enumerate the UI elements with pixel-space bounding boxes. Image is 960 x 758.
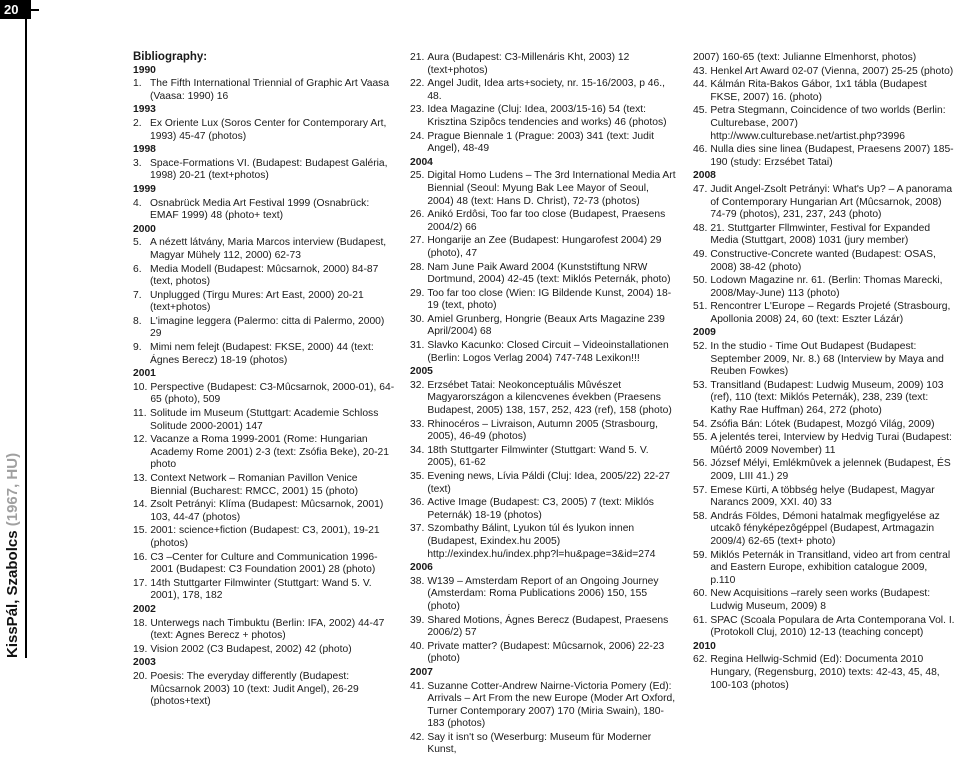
bib-entry <box>410 681 678 731</box>
entry-number: 54. <box>693 418 708 430</box>
entry-text: Constructive-Concrete wanted (Budapest: OSAS, 2008) 38-42 (photo) <box>710 248 936 273</box>
entry-number: 47. <box>693 183 708 195</box>
entry-text: Aura (Budapest: C3-Millenáris Kht, 2003) 12 (text+photos) <box>427 52 630 76</box>
entry-text: Amiel Grunberg, Hongrie (Beaux Arts Magazine 239 April/2004) 68 <box>427 313 665 338</box>
entry-text: Zsolt Petrányi: Klíma (Budapest: Mûcsarnok, 2001) 103, 44-47 (photos) <box>150 499 384 523</box>
year-heading: 2008 <box>693 170 716 182</box>
bib-entry <box>133 118 395 143</box>
entry-text: Zsófia Bán: Lótek (Budapest, Mozgó Világ, 2009) <box>710 418 935 430</box>
year-heading: 1999 <box>133 183 156 195</box>
entry-text: Kálmán Rita-Bakos Gábor, 1x1 tábla (Budapest FKSE, 2007) 16. (photo) <box>710 79 927 103</box>
artist-name-vertical <box>4 453 21 658</box>
entry-number: 40. <box>410 640 425 652</box>
bib-entry <box>410 497 678 522</box>
bib-entry <box>133 382 395 407</box>
entry-text: Active Image (Budapest: C3, 2005) 7 (text: Miklós Peternák) 18-19 (photos) <box>427 497 654 521</box>
entry-number: 5. <box>133 237 142 249</box>
entry-text: Say it isn't so (Weserburg: Museum für Moderner Kunst, <box>427 731 652 756</box>
bib-entry <box>133 408 395 433</box>
bib-entry <box>693 419 955 432</box>
bib-entry <box>693 249 955 274</box>
bib-entry <box>133 316 395 341</box>
entry-number: 39. <box>410 614 425 626</box>
bib-entry <box>410 523 678 561</box>
bib-entry <box>410 209 678 234</box>
entry-text: Miklós Peternák in Transitland, video art from central and Eastern Europe, exhibition catalogue 2009, p.110 <box>710 549 951 586</box>
entry-text: Context Network – Romanian Pavillon Venice Biennial (Bucharest: RMCC, 2001) 15 (photo) <box>150 473 359 497</box>
entry-number: 15. <box>133 525 148 537</box>
entry-number: 36. <box>410 497 425 509</box>
bib-entry <box>133 158 395 183</box>
bib-entry <box>693 654 955 692</box>
bib-entry <box>693 66 955 79</box>
entry-text: Rhinocéros – Livraison, Autumn 2005 (Strasbourg, 2005), 46-49 (photos) <box>427 418 658 443</box>
bib-entry <box>693 301 955 326</box>
bib-entry <box>133 434 395 472</box>
bib-entry <box>693 588 955 613</box>
entry-text: The Fifth International Triennial of Graphic Art Vaasa (Vaasa: 1990) 16 <box>150 78 390 102</box>
entry-number: 49. <box>693 248 708 260</box>
entry-number: 29. <box>410 287 425 299</box>
entry-text: Szombathy Bálint, Lyukon túl és lyukon innen (Budapest, Exindex.hu 2005) http://exindex.hu/index.php?l=hu&page=3&id=274 <box>427 523 656 560</box>
entry-text: András Földes, Démoni hatalmak megfigyelése az utcakô fényképezôgéppel (Budapest, Artmagazin 2009/4) 62-65 (text+ photo) <box>710 510 940 547</box>
entry-number: 30. <box>410 313 425 325</box>
entry-number: 8. <box>133 315 142 327</box>
entry-number: 6. <box>133 263 142 275</box>
bib-entry <box>133 644 395 657</box>
entry-text: Nam June Paik Award 2004 (Kunststiftung NRW Dortmund, 2004) 42-45 (text: Miklós Peternák, photo) <box>427 261 671 286</box>
entry-number: 59. <box>693 549 708 561</box>
entry-text: 2001: science+fiction (Budapest: C3, 2001), 19-21 (photos) <box>150 525 380 549</box>
entry-number: 14. <box>133 499 148 511</box>
entry-number: 24. <box>410 130 425 142</box>
entry-number: 26. <box>410 209 425 221</box>
bib-entry <box>133 671 395 709</box>
bib-entry <box>410 78 678 103</box>
entry-number: 31. <box>410 340 425 352</box>
artist-meta: (1967, HU) <box>4 452 21 531</box>
bib-entry <box>410 615 678 640</box>
entry-number: 55. <box>693 432 708 444</box>
entry-text: Mimi nem felejt (Budapest: FKSE, 2000) 44 (text: Ágnes Berecz) 18-19 (photos) <box>150 342 374 366</box>
bib-entry <box>693 511 955 549</box>
year-heading: 2001 <box>133 368 156 380</box>
entry-number: 9. <box>133 342 142 354</box>
entry-text: Judit Angel-Zsolt Petrányi: What's Up? – A panorama of Contemporary Hungarian Art (Mûcsarnok, 2008) 74-79 (photos), 231, 237, 243 (photo) <box>710 183 953 221</box>
entry-number: 3. <box>133 157 142 169</box>
entry-number: 41. <box>410 680 425 692</box>
entry-number: 20. <box>133 670 148 682</box>
entry-number: 17. <box>133 577 148 589</box>
entry-text: Regina Hellwig-Schmid (Ed): Documenta 2010 Hungary, (Regensburg, 2010) texts: 42-43, 45, 48, 100-103 (photos) <box>710 654 940 691</box>
bib-entry <box>693 550 955 588</box>
entry-text: Media Modell (Budapest: Mûcsarnok, 2000) 84-87 (text, photos) <box>150 263 379 288</box>
entry-text: 14th Stuttgarter Filmwinter (Stuttgart: Wand 5. V. 2001), 178, 182 <box>150 577 372 602</box>
bib-entry <box>410 235 678 260</box>
entry-text: 18th Stuttgarter Filmwinter (Stuttgart: Wand 5. V. 2005), 61-62 <box>427 444 649 469</box>
entry-number: 38. <box>410 575 425 587</box>
bib-entry <box>410 288 678 313</box>
bib-entry <box>410 52 678 77</box>
entry-text: Shared Motions, Ágnes Berecz (Budapest, Praesens 2006/2) 57 <box>427 614 669 639</box>
entry-text: Evening news, Lívia Páldi (Cluj: Idea, 2005/22) 22-27 (text) <box>427 471 671 495</box>
entry-number: 43. <box>693 65 708 77</box>
entry-number: 4. <box>133 197 142 209</box>
entry-text: Too far too close (Wien: IG Bildende Kunst, 2004) 18-19 (text, photo) <box>427 287 672 312</box>
entry-number: 52. <box>693 341 708 353</box>
bib-entry <box>133 618 395 643</box>
entry-number: 60. <box>693 588 708 600</box>
entry-text: Digital Homo Ludens – The 3rd International Media Art Biennial (Seoul: Myung Bak Lee Mayor of Seoul, 2004) 48 (text: Hans D. Christ), 72-73 (photos) <box>427 170 676 207</box>
bib-entry <box>133 198 395 223</box>
entry-number: 11. <box>133 408 147 420</box>
entry-number: 44. <box>693 79 708 91</box>
bib-entry <box>693 485 955 510</box>
year-heading: 2010 <box>693 640 716 652</box>
bib-entry <box>133 264 395 289</box>
entry-text: Private matter? (Budapest: Mûcsarnok, 2006) 22-23 (photo) <box>427 640 665 665</box>
entry-number: 16. <box>133 551 148 563</box>
bibliography-column-2 <box>410 51 678 758</box>
entry-number: 56. <box>693 458 708 470</box>
entry-text: Henkel Art Award 02-07 (Vienna, 2007) 25-25 (photo) <box>710 65 954 77</box>
header-rule <box>31 9 39 11</box>
entry-number: 32. <box>410 379 425 391</box>
entry-text: A nézett látvány, Maria Marcos interview (Budapest, Magyar Mühely 112, 2000) 62-73 <box>150 237 387 261</box>
entry-number: 7. <box>133 289 142 301</box>
entry-number: 61. <box>693 614 708 626</box>
year-heading: 2005 <box>410 366 433 378</box>
entry-number: 53. <box>693 379 708 391</box>
bib-entry <box>693 223 955 248</box>
entry-text: Anikó Erdôsi, Too far too close (Budapest, Praesens 2004/2) 66 <box>427 209 666 233</box>
bib-entry <box>410 419 678 444</box>
year-heading: 2006 <box>410 562 433 574</box>
entry-number: 33. <box>410 418 425 430</box>
entry-text: In the studio - Time Out Budapest (Budapest: September 2009, Nr. 8.) 68 (Interview by Maya and Reuben Fowkes) <box>710 341 944 378</box>
entry-text: A jelentés terei, Interview by Hedvig Turai (Budapest: Mûértô 2009 November) 11 <box>710 432 952 456</box>
entry-text: Angel Judit, Idea arts+society, nr. 15-16/2003, p 46., 48. <box>427 78 665 102</box>
bib-entry <box>133 552 395 577</box>
entry-text: Osnabrück Media Art Festival 1999 (Osnabrück: EMAF 1999) 48 (photo+ text) <box>150 197 370 222</box>
entry-text: Rencontrer L'Europe – Regards Projeté (Strasbourg, Apollonia 2008) 24, 60 (text: Eszter Lázár) <box>710 301 951 325</box>
bib-entry <box>410 314 678 339</box>
side-label-bar <box>0 0 27 658</box>
bib-entry <box>133 237 395 262</box>
entry-number: 37. <box>410 523 425 535</box>
entry-text: Ex Oriente Lux (Soros Center for Contemporary Art, 1993) 45-47 (photos) <box>150 117 387 142</box>
year-heading: 2004 <box>410 156 433 168</box>
entry-text: C3 –Center for Culture and Communication 1996-2001 (Budapest: C3 Foundation 2001) 28 (photo) <box>150 551 378 576</box>
entry-number: 1. <box>133 78 142 90</box>
bib-entry <box>693 458 955 483</box>
entry-number: 22. <box>410 78 425 90</box>
entry-number: 34. <box>410 444 425 456</box>
entry-text: Suzanne Cotter-Andrew Nairne-Victoria Pomery (Ed): Arrivals – Art From the new Europe (Moder Art Oxford, Turner Contemporary 2007) 170 (Miria Swain), 180-183 (photos) <box>427 680 676 730</box>
entry-text: 21. Stuttgarter Fllmwinter, Festival for Expanded Media (Stuttgart, 2008) 1031 (jury member) <box>710 222 931 247</box>
entry-text: SPAC (Scoala Populara de Arta Contemporana Vol. I. (Protokoll Cluj, 2010) 12-13 (teaching concept) <box>710 614 955 639</box>
year-heading: 1990 <box>133 64 156 76</box>
entry-text: Vision 2002 (C3 Budapest, 2002) 42 (photo) <box>150 643 352 655</box>
bib-entry <box>410 170 678 208</box>
entry-text: Petra Stegmann, Coincidence of two worlds (Berlin: Culturebase, 2007) http://www.culturebase.net/artist.php?3996 <box>710 105 946 142</box>
entry-text: Erzsébet Tatai: Neokonceptuális Mûvészet Magyarországon a kilencvenes években (Praesens Budapest, 2005) 138, 157, 252, 423 (ref), 158 (photo) <box>427 379 672 417</box>
bib-entry <box>410 380 678 418</box>
bib-entry <box>410 471 678 496</box>
entry-text: Unplugged (Tirgu Mures: Art East, 2000) 20-21 (text+photos) <box>150 289 364 314</box>
entry-continuation: 2007) 160-65 (text: Julianne Elmenhorst, photos) <box>693 52 917 63</box>
bib-entry <box>410 340 678 365</box>
bib-entry <box>410 445 678 470</box>
bib-entry <box>133 525 395 550</box>
entry-number: 57. <box>693 484 708 496</box>
page-number: 20 <box>0 0 31 19</box>
entry-number: 62. <box>693 654 708 666</box>
bib-entry <box>133 342 395 367</box>
artist-name: KissPál, Szabolcs <box>4 530 21 658</box>
entry-number: 51. <box>693 301 708 313</box>
entry-text: Hongarije an Zee (Budapest: Hungarofest 2004) 29 (photo), 47 <box>427 235 662 259</box>
entry-number: 19. <box>133 643 148 655</box>
year-heading: 2007 <box>410 666 433 678</box>
entry-text: Prague Biennale 1 (Prague: 2003) 341 (text: Judit Angel), 48-49 <box>427 130 655 155</box>
bib-entry <box>693 275 955 300</box>
entry-number: 2. <box>133 117 142 129</box>
bib-entry <box>693 144 955 169</box>
bib-entry <box>693 105 955 143</box>
year-heading: 2003 <box>133 657 156 669</box>
bib-entry <box>410 262 678 287</box>
entry-number: 35. <box>410 471 425 482</box>
bib-entry <box>133 499 395 524</box>
entry-number: 21. <box>410 52 425 63</box>
year-heading: 2002 <box>133 603 156 615</box>
bib-entry <box>410 131 678 156</box>
entry-text: Slavko Kacunko: Closed Circuit – Videoinstallationen (Berlin: Logos Verlag 2004) 747-748 Lexikon!!! <box>427 340 669 364</box>
bibliography-title: Bibliography: <box>133 51 208 63</box>
bib-entry <box>133 578 395 603</box>
entry-text: Vacanze a Roma 1999-2001 (Rome: Hungarian Academy Rome 2001) 2-3 (text: Zsófia Beke), 20-21 photo <box>150 434 389 471</box>
entry-text: József Mélyi, Emlékmûvek a jelennek (Budapest, ÉS 2009, LIII 41.) 29 <box>710 458 951 482</box>
entry-number: 12. <box>133 434 148 446</box>
bibliography-column-3 <box>693 51 955 693</box>
bib-entry <box>133 78 395 103</box>
bib-entry <box>693 184 955 222</box>
bib-entry <box>410 104 678 129</box>
year-heading: 1998 <box>133 144 156 156</box>
entry-text: New Acquisitions –rarely seen works (Budapest: Ludwig Museum, 2009) 8 <box>710 588 931 612</box>
year-heading: 1993 <box>133 104 156 116</box>
entry-number: 28. <box>410 261 425 273</box>
bib-entry <box>410 641 678 666</box>
entry-text: Perspective (Budapest: C3-Mûcsarnok, 2000-01), 64-65 (photo), 509 <box>150 381 395 406</box>
entry-text: Idea Magazine (Cluj: Idea, 2003/15-16) 54 (text: Krisztina Szipôcs tendencies and works) 46 (photos) <box>427 104 667 128</box>
entry-text: L'imagine leggera (Palermo: citta di Palermo, 2000) 29 <box>150 315 385 340</box>
bib-entry <box>410 576 678 614</box>
bib-entry <box>693 380 955 418</box>
bib-entry <box>693 432 955 457</box>
entry-text: Solitude im Museum (Stuttgart: Academie Schloss Solitude 2000-2001) 147 <box>150 408 379 432</box>
entry-number: 23. <box>410 104 425 116</box>
entry-text: Space-Formations VI. (Budapest: Budapest Galéria, 1998) 20-21 (text+photos) <box>150 157 388 182</box>
entry-number: 13. <box>133 473 148 484</box>
entry-number: 46. <box>693 144 708 156</box>
entry-number: 10. <box>133 381 148 393</box>
entry-number: 42. <box>410 731 425 743</box>
entry-text: Poesis: The everyday differently (Budapest: Mûcsarnok 2003) 10 (text: Judit Angel), 26-29 (photos+text) <box>150 670 359 708</box>
entry-number: 48. <box>693 222 708 234</box>
bibliography-column-1 <box>133 51 395 710</box>
entry-number: 58. <box>693 510 708 522</box>
entry-number: 25. <box>410 170 425 182</box>
bib-entry <box>693 615 955 640</box>
entry-number: 27. <box>410 235 425 247</box>
entry-number: 18. <box>133 617 148 629</box>
bib-entry <box>693 341 955 379</box>
entry-number: 50. <box>693 275 708 287</box>
bib-entry <box>693 79 955 104</box>
bib-entry <box>133 290 395 315</box>
bib-entry <box>410 732 678 757</box>
entry-text: W139 – Amsterdam Report of an Ongoing Journey (Amsterdam: Roma Publications 2006) 150, 155 (photo) <box>427 575 659 612</box>
entry-text: Nulla dies sine linea (Budapest, Praesens 2007) 185-190 (study: Erzsébet Tatai) <box>710 144 954 168</box>
entry-text: Transitland (Budapest: Ludwig Museum, 2009) 103 (ref), 110 (text: Miklós Peternák), 238, 239 (text: Kathy Rae Huffman) 264, 272 (photo) <box>710 379 944 417</box>
entry-text: Lodown Magazine nr. 61. (Berlin: Thomas Marecki, 2008/May-June) 113 (photo) <box>710 275 943 299</box>
entry-number: 45. <box>693 105 708 117</box>
entry-text: Unterwegs nach Timbuktu (Berlin: IFA, 2002) 44-47 (text: Agnes Berecz + photos) <box>150 617 385 642</box>
year-heading: 2009 <box>693 327 716 339</box>
year-heading: 2000 <box>133 223 156 235</box>
entry-text: Emese Kürti, A többség helye (Budapest, Magyar Narancs 2009, XXI. 40) 33 <box>710 484 935 509</box>
bib-entry <box>133 473 395 498</box>
